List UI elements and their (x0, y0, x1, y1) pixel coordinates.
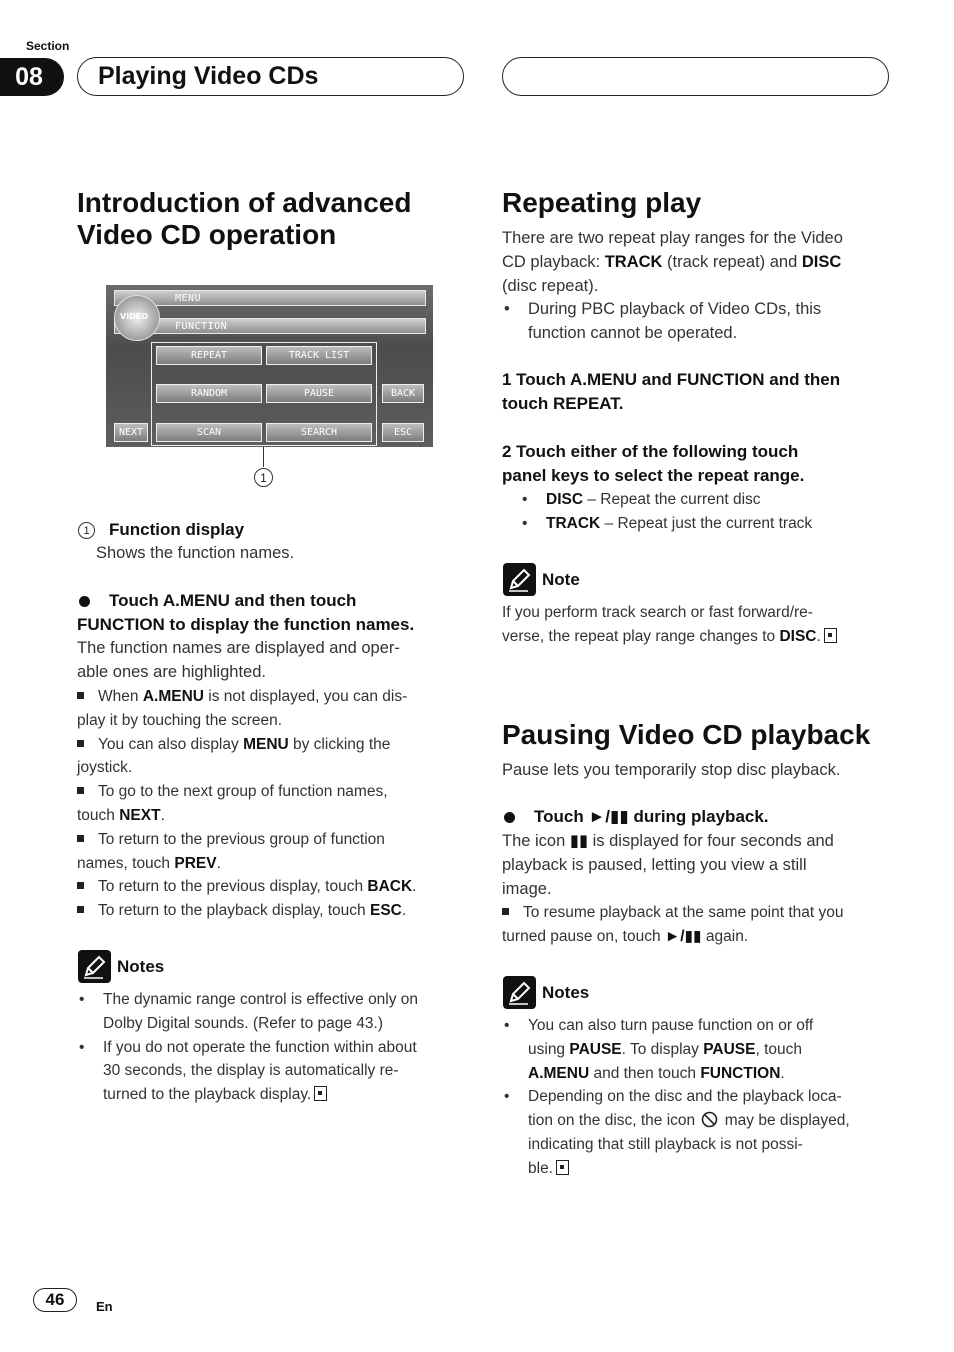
section-label: Section (26, 39, 70, 53)
end-mark-icon (556, 1160, 569, 1175)
screen-key-next: NEXT (114, 423, 148, 442)
repeat-intro: There are two repeat play ranges for the Video CD playback: TRACK (track repeat) and DISC (disc repeat). • During PBC playback of Video CDs, this function cannot be operated. (502, 227, 894, 346)
screen-key-track-list: TRACK LIST (266, 346, 372, 365)
screen-key-esc: ESC (382, 423, 424, 442)
pause-step-bullet (504, 812, 515, 823)
pause-step: Touch ►/▮▮ during playback. (534, 807, 769, 826)
step-bullet (79, 596, 90, 607)
repeat-step-2: 2 Touch either of the following touch panel keys to select the repeat range. (502, 442, 805, 485)
screen-key-pause: PAUSE (266, 384, 372, 403)
repeat-bullet: • During PBC playback of Video CDs, this function cannot be operated. (504, 300, 822, 343)
left-notes-heading: Notes (78, 950, 164, 983)
left-note-2: • If you do not operate the function within about 30 seconds, the display is automatically re- turned to the playback display. (79, 1038, 417, 1104)
repeat-heading: Repeating play (502, 187, 702, 218)
chapter-title: Playing Video CDs (77, 57, 464, 96)
tip-menu: You can also display MENU by clicking the (77, 733, 467, 757)
callout-line (263, 447, 264, 467)
pencil-note-icon (78, 950, 111, 983)
step-text: The function names are displayed and oper- able ones are highlighted. (77, 639, 400, 681)
step-line1: Touch A.MENU and then touch (109, 591, 357, 610)
language-label: En (96, 1299, 113, 1314)
prohibited-icon (701, 1111, 718, 1128)
end-mark-icon (314, 1086, 327, 1101)
header-empty-pill (502, 57, 889, 96)
left-note-1: • The dynamic range control is effective only on Dolby Digital sounds. (Refer to page 43.) (79, 991, 419, 1032)
page-number: 46 (33, 1288, 77, 1312)
repeat-note-text: If you perform track search or fast forward/re- verse, the repeat play range changes to DISC. (502, 601, 837, 649)
screen-key-back: BACK (382, 384, 424, 403)
callout-number: 1 (254, 468, 273, 487)
intro-heading: Introduction of advanced Video CD operation (77, 187, 412, 250)
left-tips: When A.MENU is not displayed, you can dis- play it by touching the screen. You can also display MENU by clicking the joystick. To go to the next group of function names, touch NEXT. To return to the previous group of function names, touch PREV. To return to the previous display, touch BACK. To return to the playback display, touch ESC. (77, 685, 467, 923)
option-track: • TRACK – Repeat just the current track (522, 514, 813, 532)
pause-note-2: • Depending on the disc and the playback loca- tion on the disc, the icon may be displayed, indicating that still playback is not possi- ble. (504, 1088, 850, 1177)
logo-text: VIDEO (120, 312, 149, 321)
legend-title: Function display (109, 520, 245, 539)
left-notes-list (77, 988, 469, 1107)
repeat-note-heading: Note (503, 563, 580, 596)
pause-tip: To resume playback at the same point that you turned pause on, touch ►/▮▮ again. (502, 904, 844, 945)
pause-intro: Pause lets you temporarily stop disc playback. (502, 761, 841, 779)
tip-back: To return to the previous display, touch BACK. (77, 875, 467, 899)
pause-notes-heading: Notes (503, 976, 589, 1009)
legend-text: Shows the function names. (96, 544, 295, 562)
tip-prev: To return to the previous group of function (77, 828, 467, 852)
pause-notes-list (502, 1014, 894, 1181)
function-display-screenshot (106, 285, 433, 447)
repeat-options (522, 488, 812, 536)
screen-key-search: SEARCH (266, 423, 372, 442)
tip-next: To go to the next group of function names, (77, 780, 467, 804)
screen-key-random: RANDOM (156, 384, 262, 403)
pencil-note-icon (503, 563, 536, 596)
end-mark-icon (824, 628, 837, 643)
tip-esc: To return to the playback display, touch ESC. (77, 899, 467, 923)
section-number-badge: 08 (0, 58, 64, 96)
legend-number: 1 (78, 522, 95, 539)
screen-function-bar: FUNCTION (114, 318, 426, 334)
step-line2: FUNCTION to display the function names. (77, 615, 415, 634)
screen-key-repeat: REPEAT (156, 346, 262, 365)
pause-note-1: • You can also turn pause function on or off using PAUSE. To display PAUSE, touch A.MENU and then touch FUNCTION. (504, 1017, 814, 1082)
pencil-note-icon (503, 976, 536, 1009)
screen-key-scan: SCAN (156, 423, 262, 442)
repeat-step-1: 1 Touch A.MENU and FUNCTION and then touch REPEAT. (502, 370, 841, 413)
pause-heading: Pausing Video CD playback (502, 719, 871, 750)
pause-text: The icon ▮▮ is displayed for four seconds and playback is paused, letting you view a still image. (502, 832, 834, 898)
screen-menu-bar: MENU (114, 290, 426, 306)
option-disc: • DISC – Repeat the current disc (522, 491, 761, 508)
tip-amenu: When A.MENU is not displayed, you can dis- (77, 685, 467, 709)
